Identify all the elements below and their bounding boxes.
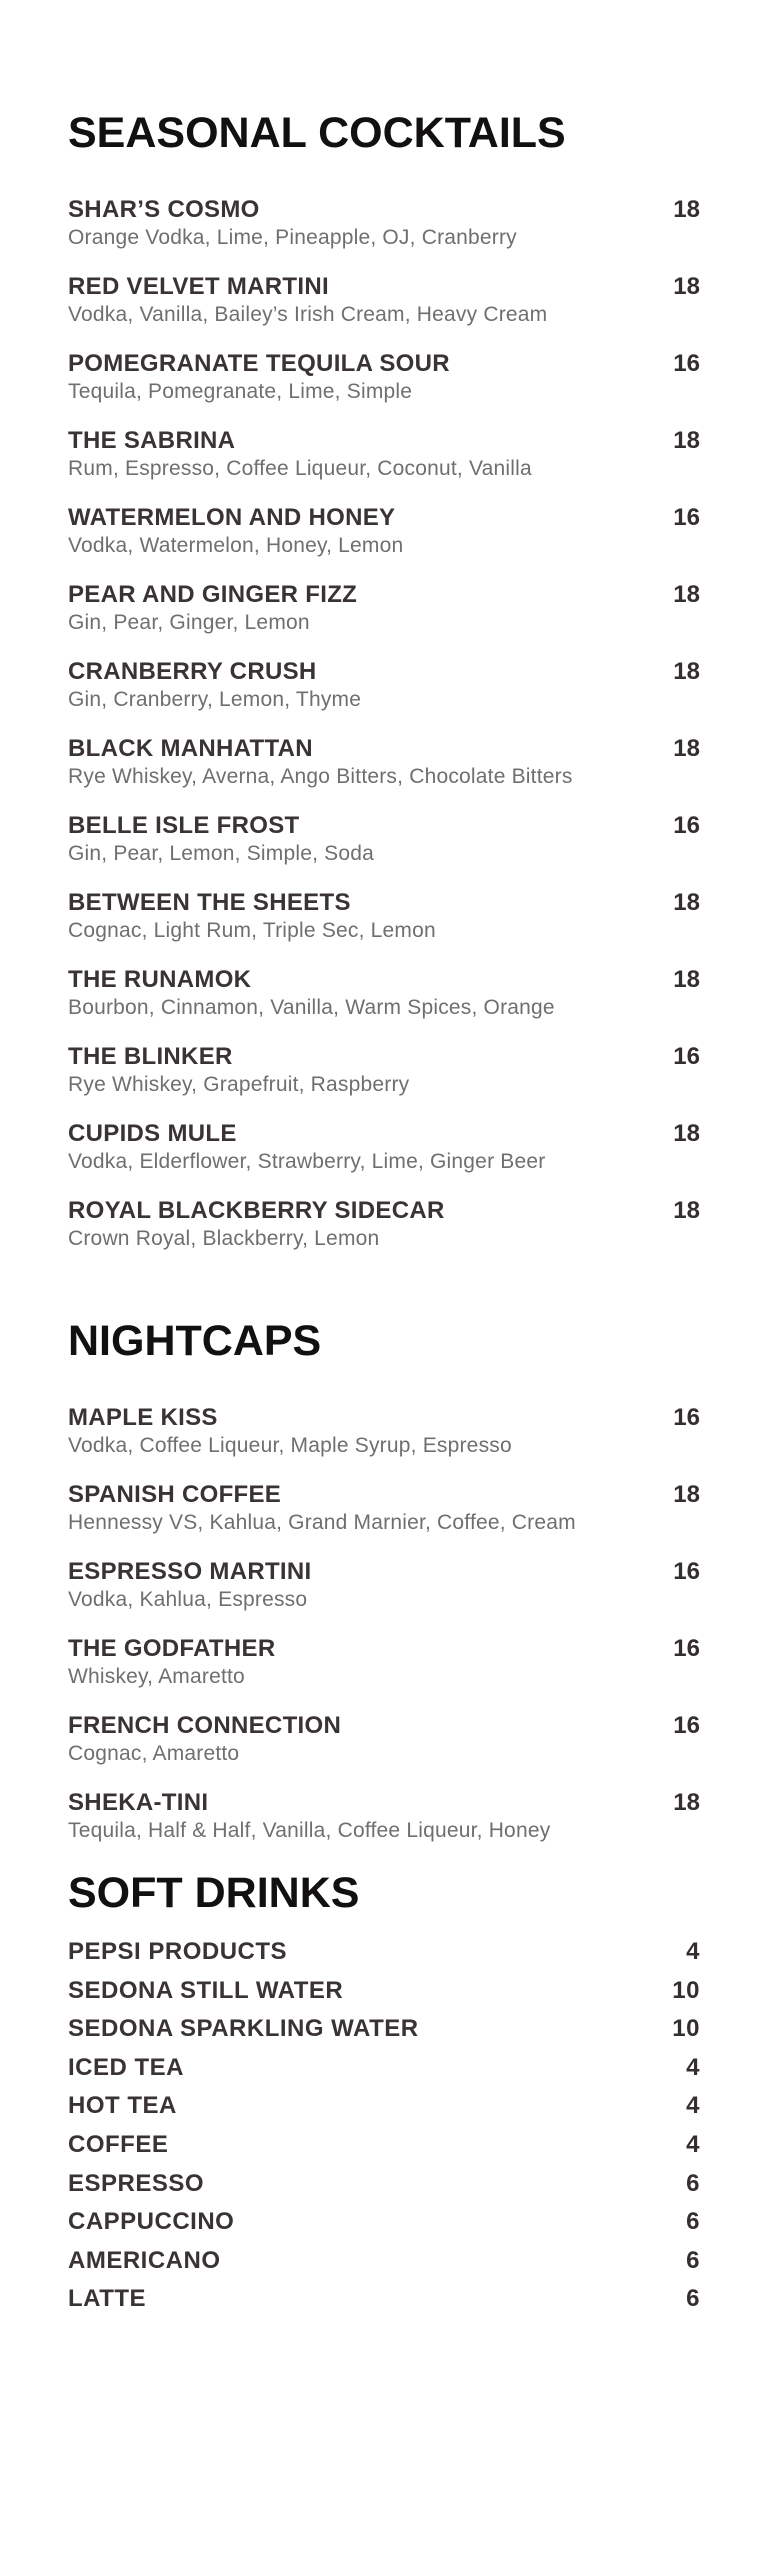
item-price: 18 <box>673 966 700 993</box>
item-description: Rum, Espresso, Coffee Liqueur, Coconut, Vanilla <box>68 457 532 480</box>
menu-item <box>68 505 700 557</box>
item-price: 18 <box>673 581 700 608</box>
menu-item-row <box>68 2165 700 2204</box>
menu-item-row <box>68 1972 700 2011</box>
menu-item-row <box>68 1636 700 1662</box>
item-name: CUPIDS MULE <box>68 1120 237 1147</box>
section-title-nightcaps: NIGHTCAPS <box>68 1317 322 1365</box>
item-description: Vodka, Kahlua, Espresso <box>68 1588 308 1611</box>
section-seasonal-cocktails <box>68 109 700 1250</box>
menu-item <box>68 659 700 711</box>
menu-item <box>68 967 700 1019</box>
menu-item <box>68 351 700 403</box>
item-name: CRANBERRY CRUSH <box>68 658 317 685</box>
menu-item-row <box>68 428 700 454</box>
menu-item <box>68 274 700 326</box>
menu-item-row <box>68 1790 700 1816</box>
menu-item-row <box>68 2126 700 2165</box>
item-name: SHAR’S COSMO <box>68 196 260 223</box>
item-description: Hennessy VS, Kahlua, Grand Marnier, Coffee, Cream <box>68 1511 576 1534</box>
section-nightcaps <box>68 1317 700 1842</box>
item-description: Tequila, Pomegranate, Lime, Simple <box>68 380 413 403</box>
item-name: WATERMELON AND HONEY <box>68 504 396 531</box>
menu-item <box>68 582 700 634</box>
item-description: Crown Royal, Blackberry, Lemon <box>68 1227 380 1250</box>
item-name: CAPPUCCINO <box>68 2208 235 2236</box>
item-price: 18 <box>673 196 700 223</box>
item-description: Vodka, Watermelon, Honey, Lemon <box>68 534 404 557</box>
item-price: 6 <box>686 2285 700 2313</box>
menu-item-row <box>68 197 700 223</box>
menu-item <box>68 813 700 865</box>
menu-item-row <box>68 890 700 916</box>
item-price: 18 <box>673 1197 700 1224</box>
item-price: 16 <box>673 504 700 531</box>
item-description: Cognac, Amaretto <box>68 1742 240 1765</box>
item-name: FRENCH CONNECTION <box>68 1712 342 1739</box>
section-items <box>68 197 700 1250</box>
menu-item <box>68 1636 700 1688</box>
item-name: RED VELVET MARTINI <box>68 273 329 300</box>
item-price: 16 <box>673 1712 700 1739</box>
menu-item-row <box>68 2280 700 2319</box>
menu-item-row <box>68 813 700 839</box>
item-name: SHEKA-TINI <box>68 1789 209 1816</box>
item-name: BETWEEN THE SHEETS <box>68 889 351 916</box>
item-description: Vodka, Coffee Liqueur, Maple Syrup, Espresso <box>68 1434 512 1457</box>
item-price: 16 <box>673 1043 700 1070</box>
item-price: 4 <box>686 2053 700 2081</box>
item-price: 18 <box>673 273 700 300</box>
menu-item <box>68 890 700 942</box>
item-description: Cognac, Light Rum, Triple Sec, Lemon <box>68 919 436 942</box>
item-description: Bourbon, Cinnamon, Vanilla, Warm Spices, Orange <box>68 996 555 1019</box>
item-name: PEPSI PRODUCTS <box>68 1938 288 1965</box>
item-name: ESPRESSO <box>68 2169 205 2197</box>
menu-item-row <box>68 351 700 377</box>
menu-item-row <box>68 1044 700 1070</box>
item-name: THE RUNAMOK <box>68 966 252 993</box>
item-name: BLACK MANHATTAN <box>68 735 313 762</box>
menu-item <box>68 1405 700 1457</box>
menu-item-row <box>68 1198 700 1224</box>
section-soft-drinks <box>68 1869 700 2319</box>
item-price: 18 <box>673 1789 700 1816</box>
menu-item-row <box>68 582 700 608</box>
item-name: THE SABRINA <box>68 427 236 454</box>
item-name: HOT TEA <box>68 2092 177 2120</box>
menu-item-row <box>68 1559 700 1585</box>
menu-item-row <box>68 1405 700 1431</box>
item-description: Gin, Pear, Ginger, Lemon <box>68 611 310 634</box>
item-description: Gin, Pear, Lemon, Simple, Soda <box>68 842 374 865</box>
item-price: 16 <box>673 1635 700 1662</box>
menu-item <box>68 1482 700 1534</box>
item-price: 18 <box>673 889 700 916</box>
item-price: 4 <box>686 2130 700 2158</box>
menu-item <box>68 1713 700 1765</box>
menu-item-row <box>68 659 700 685</box>
item-name: COFFEE <box>68 2130 169 2158</box>
item-name: AMERICANO <box>68 2246 221 2274</box>
menu-item-row <box>68 2203 700 2242</box>
section-items <box>68 1933 700 2319</box>
item-price: 16 <box>673 1404 700 1431</box>
item-price: 16 <box>673 1558 700 1585</box>
menu-item-row <box>68 2087 700 2126</box>
menu-item-row <box>68 274 700 300</box>
section-title-soft-drinks: SOFT DRINKS <box>68 1869 360 1917</box>
item-price: 18 <box>673 735 700 762</box>
item-name: ROYAL BLACKBERRY SIDECAR <box>68 1197 445 1224</box>
item-name: SEDONA STILL WATER <box>68 1976 344 2004</box>
item-name: SEDONA SPARKLING WATER <box>68 2015 419 2043</box>
item-description: Vodka, Elderflower, Strawberry, Lime, Ginger Beer <box>68 1150 546 1173</box>
item-price: 18 <box>673 1481 700 1508</box>
menu-item-row <box>68 2242 700 2281</box>
item-price: 18 <box>673 658 700 685</box>
item-price: 6 <box>686 2208 700 2236</box>
menu-item <box>68 1790 700 1842</box>
item-name: THE BLINKER <box>68 1043 233 1070</box>
section-title-seasonal-cocktails: SEASONAL COCKTAILS <box>68 109 566 157</box>
menu-item <box>68 1559 700 1611</box>
menu-item-row <box>68 2010 700 2049</box>
item-name: ICED TEA <box>68 2053 185 2081</box>
item-description: Rye Whiskey, Averna, Ango Bitters, Chocolate Bitters <box>68 765 573 788</box>
menu-item-row <box>68 1933 700 1972</box>
menu-item <box>68 1121 700 1173</box>
item-description: Orange Vodka, Lime, Pineapple, OJ, Cranberry <box>68 226 517 249</box>
menu-item <box>68 736 700 788</box>
item-name: MAPLE KISS <box>68 1404 218 1431</box>
item-description: Tequila, Half & Half, Vanilla, Coffee Liqueur, Honey <box>68 1819 551 1842</box>
item-price: 10 <box>672 2015 700 2043</box>
menu-item-row <box>68 505 700 531</box>
menu-item-row <box>68 2049 700 2088</box>
item-price: 4 <box>686 1938 700 1965</box>
item-price: 6 <box>686 2246 700 2274</box>
item-price: 16 <box>673 812 700 839</box>
item-name: POMEGRANATE TEQUILA SOUR <box>68 350 450 377</box>
menu-item-row <box>68 1121 700 1147</box>
menu-item-row <box>68 967 700 993</box>
menu-item <box>68 428 700 480</box>
menu-item-row <box>68 1713 700 1739</box>
menu-item <box>68 1198 700 1250</box>
menu-item <box>68 197 700 249</box>
menu-item <box>68 1044 700 1096</box>
item-price: 18 <box>673 1120 700 1147</box>
item-name: BELLE ISLE FROST <box>68 812 300 839</box>
menu-item-row <box>68 736 700 762</box>
item-name: LATTE <box>68 2285 147 2313</box>
item-name: ESPRESSO MARTINI <box>68 1558 312 1585</box>
item-name: PEAR AND GINGER FIZZ <box>68 581 358 608</box>
item-description: Whiskey, Amaretto <box>68 1665 245 1688</box>
item-description: Vodka, Vanilla, Bailey’s Irish Cream, Heavy Cream <box>68 303 548 326</box>
item-price: 10 <box>672 1976 700 2004</box>
menu-item-row <box>68 1482 700 1508</box>
item-price: 18 <box>673 427 700 454</box>
item-name: SPANISH COFFEE <box>68 1481 282 1508</box>
item-description: Gin, Cranberry, Lemon, Thyme <box>68 688 362 711</box>
item-price: 6 <box>686 2169 700 2197</box>
item-name: THE GODFATHER <box>68 1635 276 1662</box>
item-price: 4 <box>686 2092 700 2120</box>
item-price: 16 <box>673 350 700 377</box>
item-description: Rye Whiskey, Grapefruit, Raspberry <box>68 1073 410 1096</box>
section-items <box>68 1405 700 1842</box>
